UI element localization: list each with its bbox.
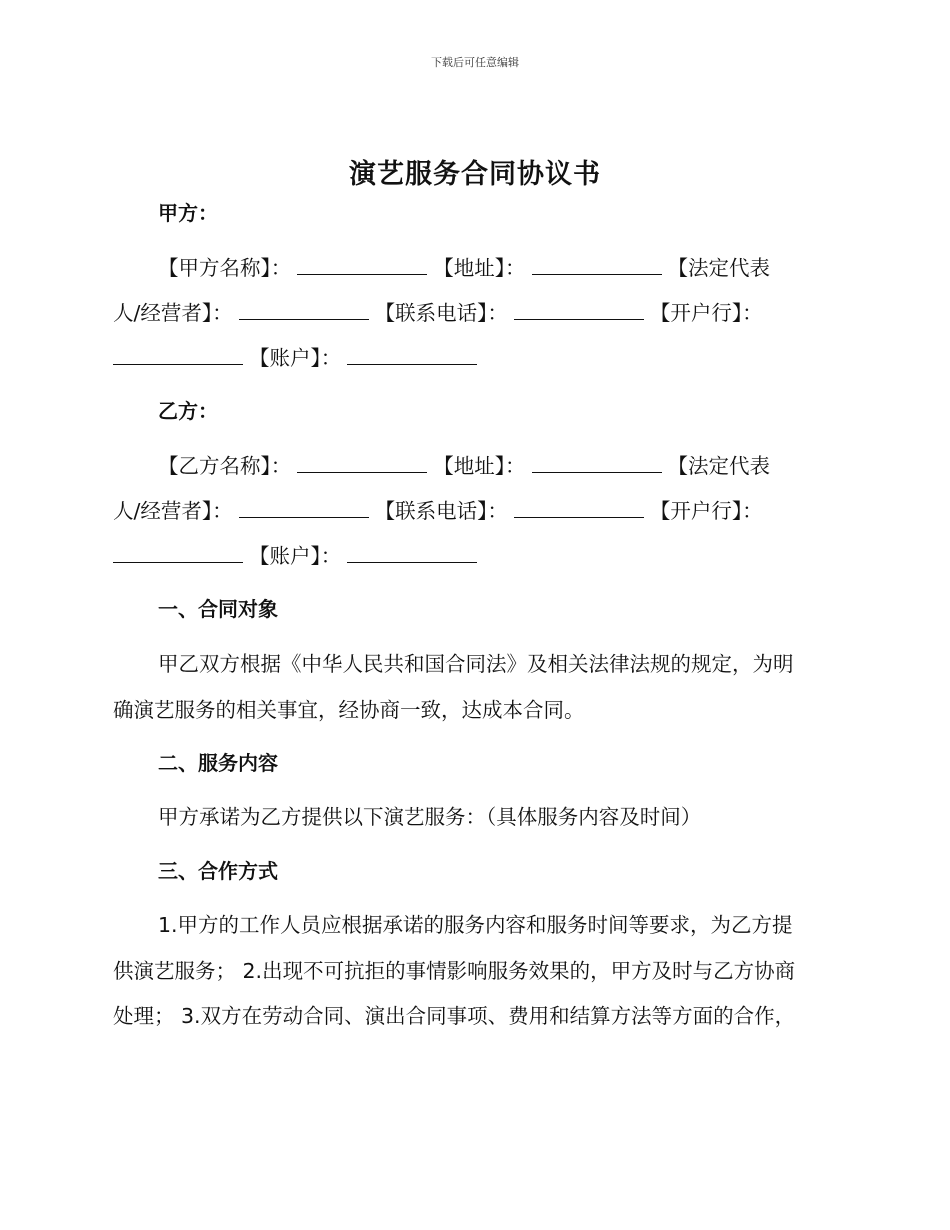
party-a-phone-field[interactable]	[514, 302, 644, 320]
party-a-account-field[interactable]	[347, 347, 477, 365]
party-a-phone-label: 【联系电话】：	[374, 301, 508, 325]
party-b-account-field[interactable]	[347, 545, 477, 563]
section-3-paragraph-line-3: 处理； 3.双方在劳动合同、演出合同事项、费用和结算方法等方面的合作，	[113, 1004, 796, 1028]
party-b-account-label: 【账户】：	[249, 544, 342, 568]
party-b-address-field[interactable]	[532, 455, 662, 473]
party-a-bank-label: 【开户行】：	[649, 301, 763, 325]
party-a-legal-rep-field[interactable]	[239, 302, 369, 320]
section-1-paragraph-line-2: 确演艺服务的相关事宜，经协商一致，达成本合同。	[113, 698, 585, 722]
party-a-name-field[interactable]	[297, 257, 427, 275]
party-b-bank-label: 【开户行】：	[649, 499, 763, 523]
party-b-row-2	[113, 500, 763, 522]
party-a-bank-field[interactable]	[113, 347, 243, 365]
party-a-legal-rep-label-end: 人/经营者】：	[113, 301, 233, 325]
header-note: 下载后可任意编辑	[431, 56, 519, 69]
party-b-heading: 乙方：	[158, 399, 218, 423]
party-b-name-field[interactable]	[297, 455, 427, 473]
section-2-heading: 二、服务内容	[158, 751, 278, 775]
party-b-legal-rep-label-start: 【法定代表	[667, 454, 770, 478]
party-b-phone-label: 【联系电话】：	[374, 499, 508, 523]
party-a-address-field[interactable]	[532, 257, 662, 275]
party-a-name-label: 【甲方名称】：	[158, 256, 292, 280]
party-b-legal-rep-label-end: 人/经营者】：	[113, 499, 233, 523]
party-b-phone-field[interactable]	[514, 500, 644, 518]
section-3-paragraph-line-1: 1.甲方的工作人员应根据承诺的服务内容和服务时间等要求，为乙方提	[158, 913, 793, 937]
section-1-paragraph-line-1: 甲乙双方根据《中华人民共和国合同法》及相关法律法规的规定，为明	[158, 652, 794, 676]
section-1-heading: 一、合同对象	[158, 597, 278, 621]
party-a-account-label: 【账户】：	[249, 346, 342, 370]
section-2-paragraph-line-1: 甲方承诺为乙方提供以下演艺服务：（具体服务内容及时间）	[158, 805, 702, 829]
party-a-heading: 甲方：	[158, 201, 218, 225]
party-b-bank-field[interactable]	[113, 545, 243, 563]
party-a-address-label: 【地址】：	[433, 256, 526, 280]
party-a-legal-rep-label-start: 【法定代表	[667, 256, 770, 280]
party-a-row-3	[113, 347, 483, 369]
party-b-name-label: 【乙方名称】：	[158, 454, 292, 478]
party-b-legal-rep-field[interactable]	[239, 500, 369, 518]
party-b-row-1	[158, 455, 770, 477]
section-3-heading: 三、合作方式	[158, 859, 278, 883]
party-a-row-2	[113, 302, 763, 324]
party-b-row-3	[113, 545, 483, 567]
party-b-address-label: 【地址】：	[433, 454, 526, 478]
document-title: 演艺服务合同协议书	[349, 159, 601, 190]
party-a-row-1	[158, 257, 770, 279]
section-3-paragraph-line-2: 供演艺服务； 2.出现不可抗拒的事情影响服务效果的，甲方及时与乙方协商	[113, 959, 796, 983]
